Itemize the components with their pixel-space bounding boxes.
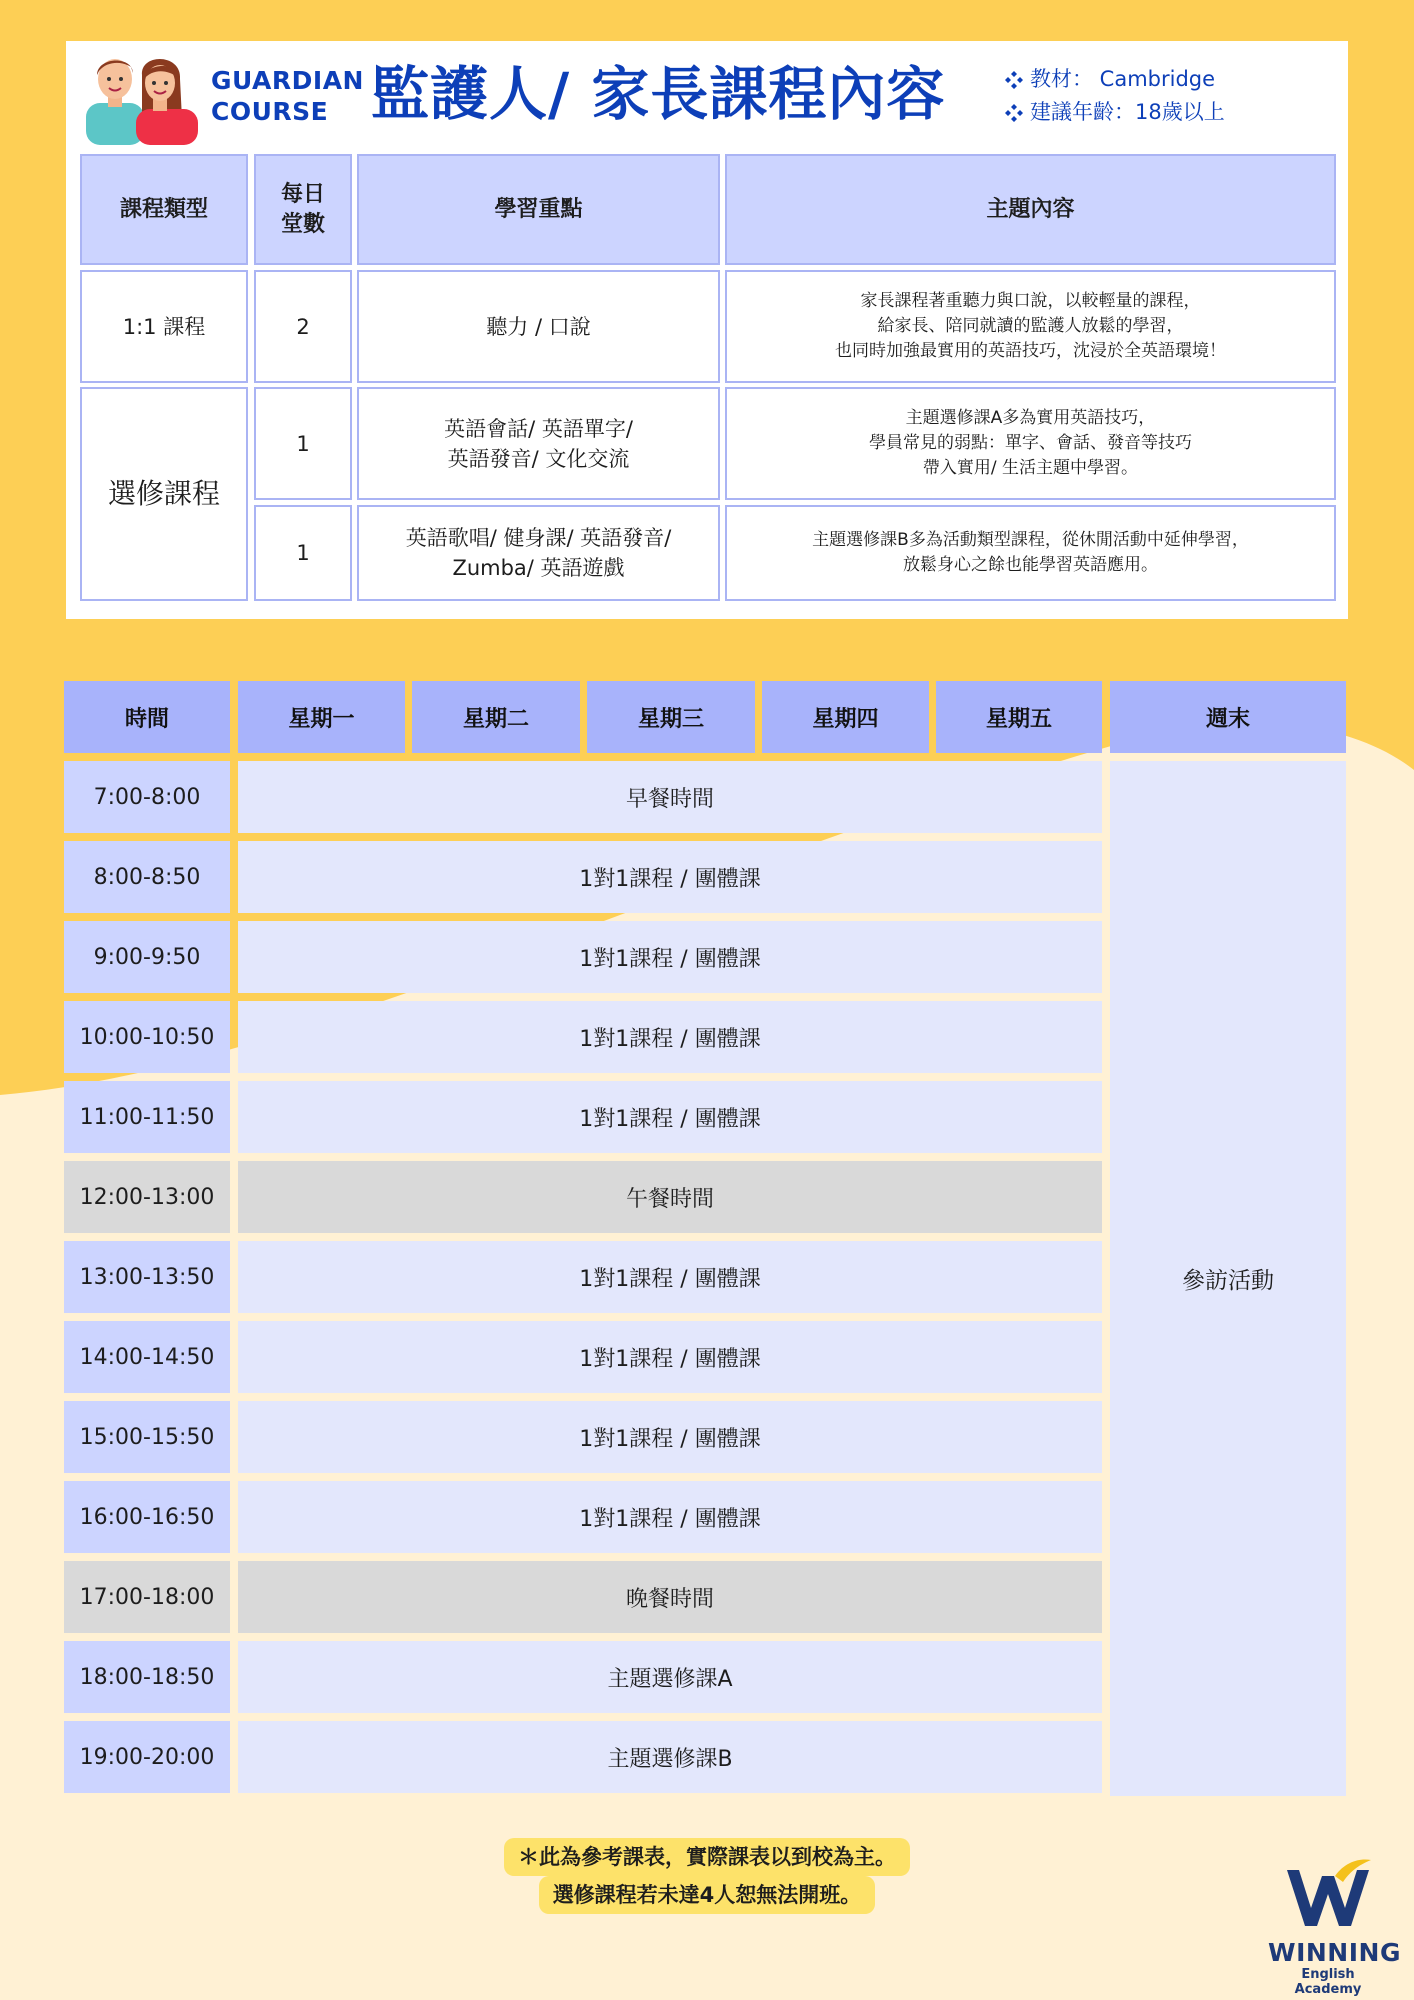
page-title: 監護人/ 家長課程內容 [371,60,946,128]
course-count-one-on-one: 2 [254,270,352,383]
schedule-time-cell: 13:00-13:50 [64,1241,230,1313]
schedule-activity-cell: 1對1課程 / 團體課 [238,1481,1102,1553]
course-info-card [66,41,1348,619]
winning-w-logo-icon [1283,1856,1373,1932]
course-focus-elective-b: 英語歌唱/ 健身課/ 英語發音/ Zumba/ 英語遊戲 [357,505,720,601]
schedule-activity-cell: 午餐時間 [238,1161,1102,1233]
schedule-time-cell: 10:00-10:50 [64,1001,230,1073]
schedule-time-cell: 18:00-18:50 [64,1641,230,1713]
note-line-2: 選修課程若未達4人恕無法開班。 [539,1876,876,1914]
schedule-activity-cell: 晚餐時間 [238,1561,1102,1633]
course-count-elective-a: 1 [254,387,352,500]
course-count-elective-b: 1 [254,505,352,601]
schedule-header-tue: 星期二 [412,681,580,753]
age-info: 建議年齡：18歲以上 [1004,96,1225,129]
parents-avatar-icon [82,49,202,145]
schedule-header-mon: 星期一 [238,681,405,753]
course-content-elective-a: 主題選修課A多為實用英語技巧， 學員常見的弱點：單字、會話、發音等技巧 帶入實用/ 生活主題中學習。 [725,387,1336,500]
schedule-activity-cell: 1對1課程 / 團體課 [238,1081,1102,1153]
schedule-time-cell: 12:00-13:00 [64,1161,230,1233]
schedule-activity-cell: 1對1課程 / 團體課 [238,1241,1102,1313]
schedule-time-cell: 7:00-8:00 [64,761,230,833]
course-content-one-on-one: 家長課程著重聽力與口說，以較輕量的課程， 給家長、陪同就讀的監護人放鬆的學習， 也同時加強最實用的英語技巧，沈浸於全英語環境！ [725,270,1336,383]
weekend-activity: 參訪活動 [1110,761,1346,1796]
logo-subtitle: English Academy [1294,1967,1362,1997]
schedule-activity-cell: 1對1課程 / 團體課 [238,1001,1102,1073]
schedule-header-time: 時間 [64,681,230,753]
schedule-activity-cell: 早餐時間 [238,761,1102,833]
course-label: GUARDIAN COURSE [211,66,364,126]
course-focus-one-on-one: 聽力 / 口說 [357,270,720,383]
schedule-header-weekend: 週末 [1110,681,1346,753]
schedule-time-cell: 9:00-9:50 [64,921,230,993]
schedule-time-cell: 11:00-11:50 [64,1081,230,1153]
course-type-elective: 選修課程 [80,387,248,601]
course-table-header-type: 課程類型 [80,154,248,265]
schedule-activity-cell: 主題選修課B [238,1721,1102,1793]
schedule-activity-cell: 1對1課程 / 團體課 [238,921,1102,993]
schedule-activity-cell: 主題選修課A [238,1641,1102,1713]
schedule-time-cell: 14:00-14:50 [64,1321,230,1393]
note-line-1: ＊此為參考課表，實際課表以到校為主。 [504,1838,910,1876]
course-table-header-focus: 學習重點 [357,154,720,265]
schedule-header-fri: 星期五 [936,681,1102,753]
course-type-one-on-one: 1:1 課程 [80,270,248,383]
schedule-time-cell: 17:00-18:00 [64,1561,230,1633]
diamond-bullet-icon [1004,70,1024,90]
diamond-bullet-icon [1004,103,1024,123]
schedule-activity-cell: 1對1課程 / 團體課 [238,1321,1102,1393]
schedule-time-cell: 19:00-20:00 [64,1721,230,1793]
course-table-header-content: 主題內容 [725,154,1336,265]
schedule-activity-cell: 1對1課程 / 團體課 [238,1401,1102,1473]
course-content-elective-b: 主題選修課B多為活動類型課程，從休閒活動中延伸學習， 放鬆身心之餘也能學習英語應用。 [725,505,1336,601]
logo-name: WINNING [1268,1938,1401,1967]
course-info [1004,63,1225,129]
winning-logo [1268,1856,1401,1997]
schedule-activity-cell: 1對1課程 / 團體課 [238,841,1102,913]
schedule-note [0,1838,1414,1914]
schedule-header-thu: 星期四 [762,681,929,753]
schedule-time-cell: 8:00-8:50 [64,841,230,913]
course-table-header-count: 每日 堂數 [254,154,352,265]
schedule-header-wed: 星期三 [587,681,755,753]
schedule-time-cell: 15:00-15:50 [64,1401,230,1473]
schedule-time-cell: 16:00-16:50 [64,1481,230,1553]
material-info: 教材： Cambridge [1004,63,1225,96]
header [66,41,1348,151]
course-focus-elective-a: 英語會話/ 英語單字/ 英語發音/ 文化交流 [357,387,720,500]
